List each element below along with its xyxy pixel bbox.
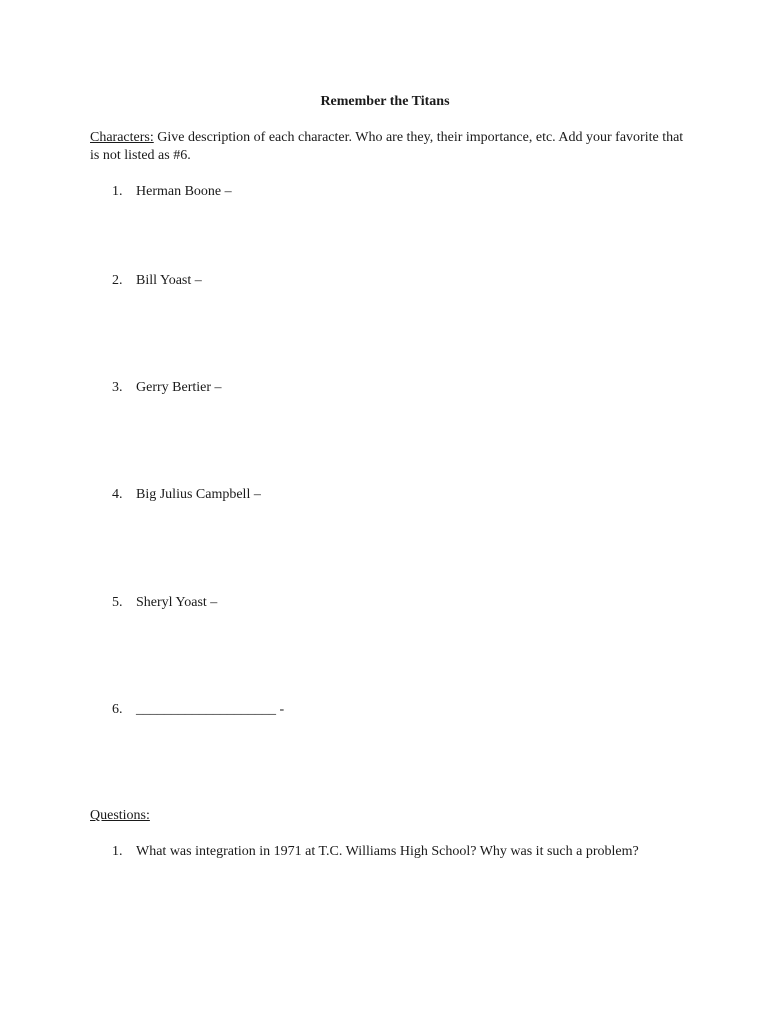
characters-instructions-text: Give description of each character. Who are they, their importance, etc. Add your favorite that is not listed as #6.: [90, 130, 684, 163]
questions-heading: Questions:: [90, 808, 150, 823]
character-number: 2.: [112, 273, 123, 288]
character-name: Big Julius Campbell –: [136, 487, 261, 502]
character-name: Gerry Bertier –: [136, 380, 222, 395]
character-blank: ____________________ -: [136, 702, 285, 717]
characters-label: Characters:: [90, 130, 154, 145]
character-number: 1.: [112, 184, 123, 199]
character-name: Herman Boone –: [136, 184, 232, 199]
question-text: What was integration in 1971 at T.C. Williams High School? Why was it such a problem?: [136, 844, 639, 859]
page-title: Remember the Titans: [320, 94, 450, 109]
character-number: 6.: [112, 702, 123, 717]
character-number: 3.: [112, 380, 123, 395]
question-number: 1.: [112, 844, 123, 859]
character-number: 5.: [112, 595, 123, 610]
characters-instructions: [90, 129, 690, 165]
character-number: 4.: [112, 487, 123, 502]
character-name: Sheryl Yoast –: [136, 595, 218, 610]
character-name: Bill Yoast –: [136, 273, 202, 288]
